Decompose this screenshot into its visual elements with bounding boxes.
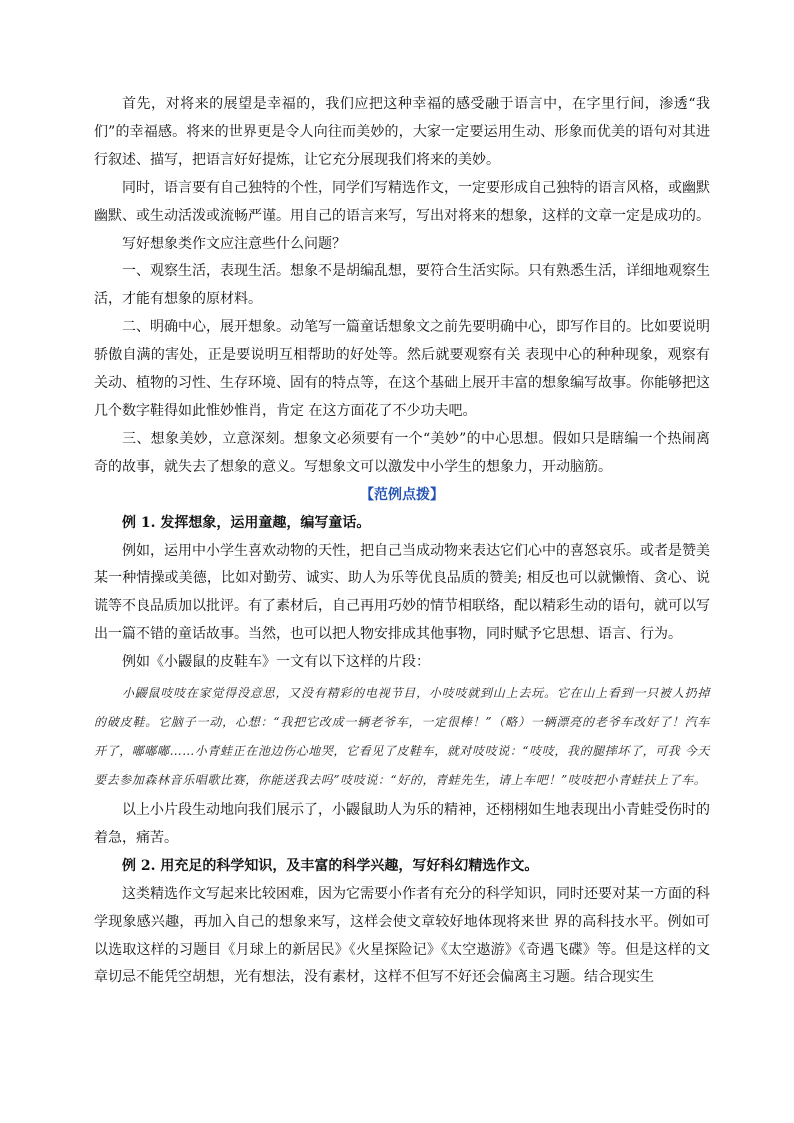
example-1-paragraph-1: 例如，运用中小学生喜欢动物的天性，把自己当成动物来表达它们心中的喜怒哀乐。或者是赞美某一种情操或美德，比如对勤劳、诚实、助人为乐等优良品质的赞美; 相反也可以就懒惰、贪心、说谎等不良品质加以批评。有了素材后，自己再用巧妙的情节相联络，配以精彩生动的语句，就可以写出一篇不错的童话故事。当然，也可以把人物安排成其他事物，同时赋予它思想、语言、行为。	[94, 542, 710, 643]
document-page	[94, 91, 710, 992]
paragraph-question: 写好想象类作文应注意些什么问题？	[122, 235, 346, 252]
paragraph-point-one: 一、观察生活，表现生活。想象不是胡编乱想，要符合生活实际。只有熟悉生活，详细地观察生活，才能有想象的原材料。	[94, 263, 710, 308]
example-2-heading: 例 2. 用充足的科学知识，及丰富的科学兴趣，写好科幻精选作文。	[122, 857, 539, 874]
example-1-heading: 例 1. 发挥想象，运用童趣，编写童话。	[122, 514, 371, 531]
paragraph-point-three: 三、想象美妙，立意深刻。想象文必须要有一个“美妙”的中心思想。假如只是瞎编一个热闹离奇的故事，就失去了想象的意义。写想象文可以激发中小学生的想象力，开动脑筋。	[94, 430, 710, 475]
example-1-paragraph-2: 例如《小鼹鼠的皮鞋车》一文有以下这样的片段：	[122, 654, 430, 671]
example-1-paragraph-3: 以上小片段生动地向我们展示了，小鼹鼠助人为乐的精神，还栩栩如生地表现出小青蛙受伤时的着急，痛苦。	[94, 802, 710, 846]
section-title: 【范例点拨】	[360, 486, 444, 503]
example-2-paragraph-1: 这类精选作文写起来比较困难，因为它需要小作者有充分的科学知识，同时还要对某一方面的科学现象感兴趣，再加入自己的想象来写，这样会使文章较好地体现将来世 界的高科技水平。例如可以选取这样的习题目《月球上的新居民》《火星探险记》《太空遨游》《奇遇飞碟》等。但是这样的文章切忌不能凭空胡想，光有想法，没有素材，这样不但写不好还会偏离主习题。结合现实生	[94, 885, 710, 986]
paragraph-future-happiness: 首先，对将来的展望是幸福的，我们应把这种幸福的感受融于语言中，在字里行间，渗透“我们”的幸福感。将来的世界更是令人向往而美妙的，大家一定要运用生动、形象而优美的语句对其进行叙述、描写，把语言好好提炼，让它充分展现我们将来的美妙。	[94, 96, 710, 168]
paragraph-unique-language: 同时，语言要有自己独特的个性，同学们写精选作文，一定要形成自己独特的语言风格，或幽默幽默、或生动活泼或流畅严谨。用自己的语言来写，写出对将来的想象，这样的文章一定是成功的。	[94, 179, 710, 224]
paragraph-point-two: 二、明确中心，展开想象。动笔写一篇童话想象文之前先要明确中心，即写作目的。比如要说明骄傲自满的害处，正是要说明互相帮助的好处等。然后就要观察有关 表现中心的种种现象，观察有关动、植物的习性、生存环境、固有的特点等，在这个基础上展开丰富的想象编写故事。你能够把这几个数字鞋得如此惟妙惟肖，肯定 在这方面花了不少功夫吧。	[94, 319, 710, 419]
example-1-excerpt: 小鼹鼠吱吱在家觉得没意思，又没有精彩的电视节目，小吱吱就到山上去玩。它在山上看到一只被人扔掉的破皮鞋。它脑子一动，心想：“我把它改成一辆老爷车，一定很棒！”（略）一辆漂亮的老爷车改好了！汽车开了，嘟嘟嘟……小青蛙正在池边伤心地哭，它看见了皮鞋车，就对吱吱说：“吱吱，我的腿摔坏了，可我 今天要去参加森林音乐唱歌比赛，你能送我去吗”吱吱说：“好的，青蛙先生，请上车吧！”吱吱把小青蛙扶上了车。	[94, 686, 710, 788]
